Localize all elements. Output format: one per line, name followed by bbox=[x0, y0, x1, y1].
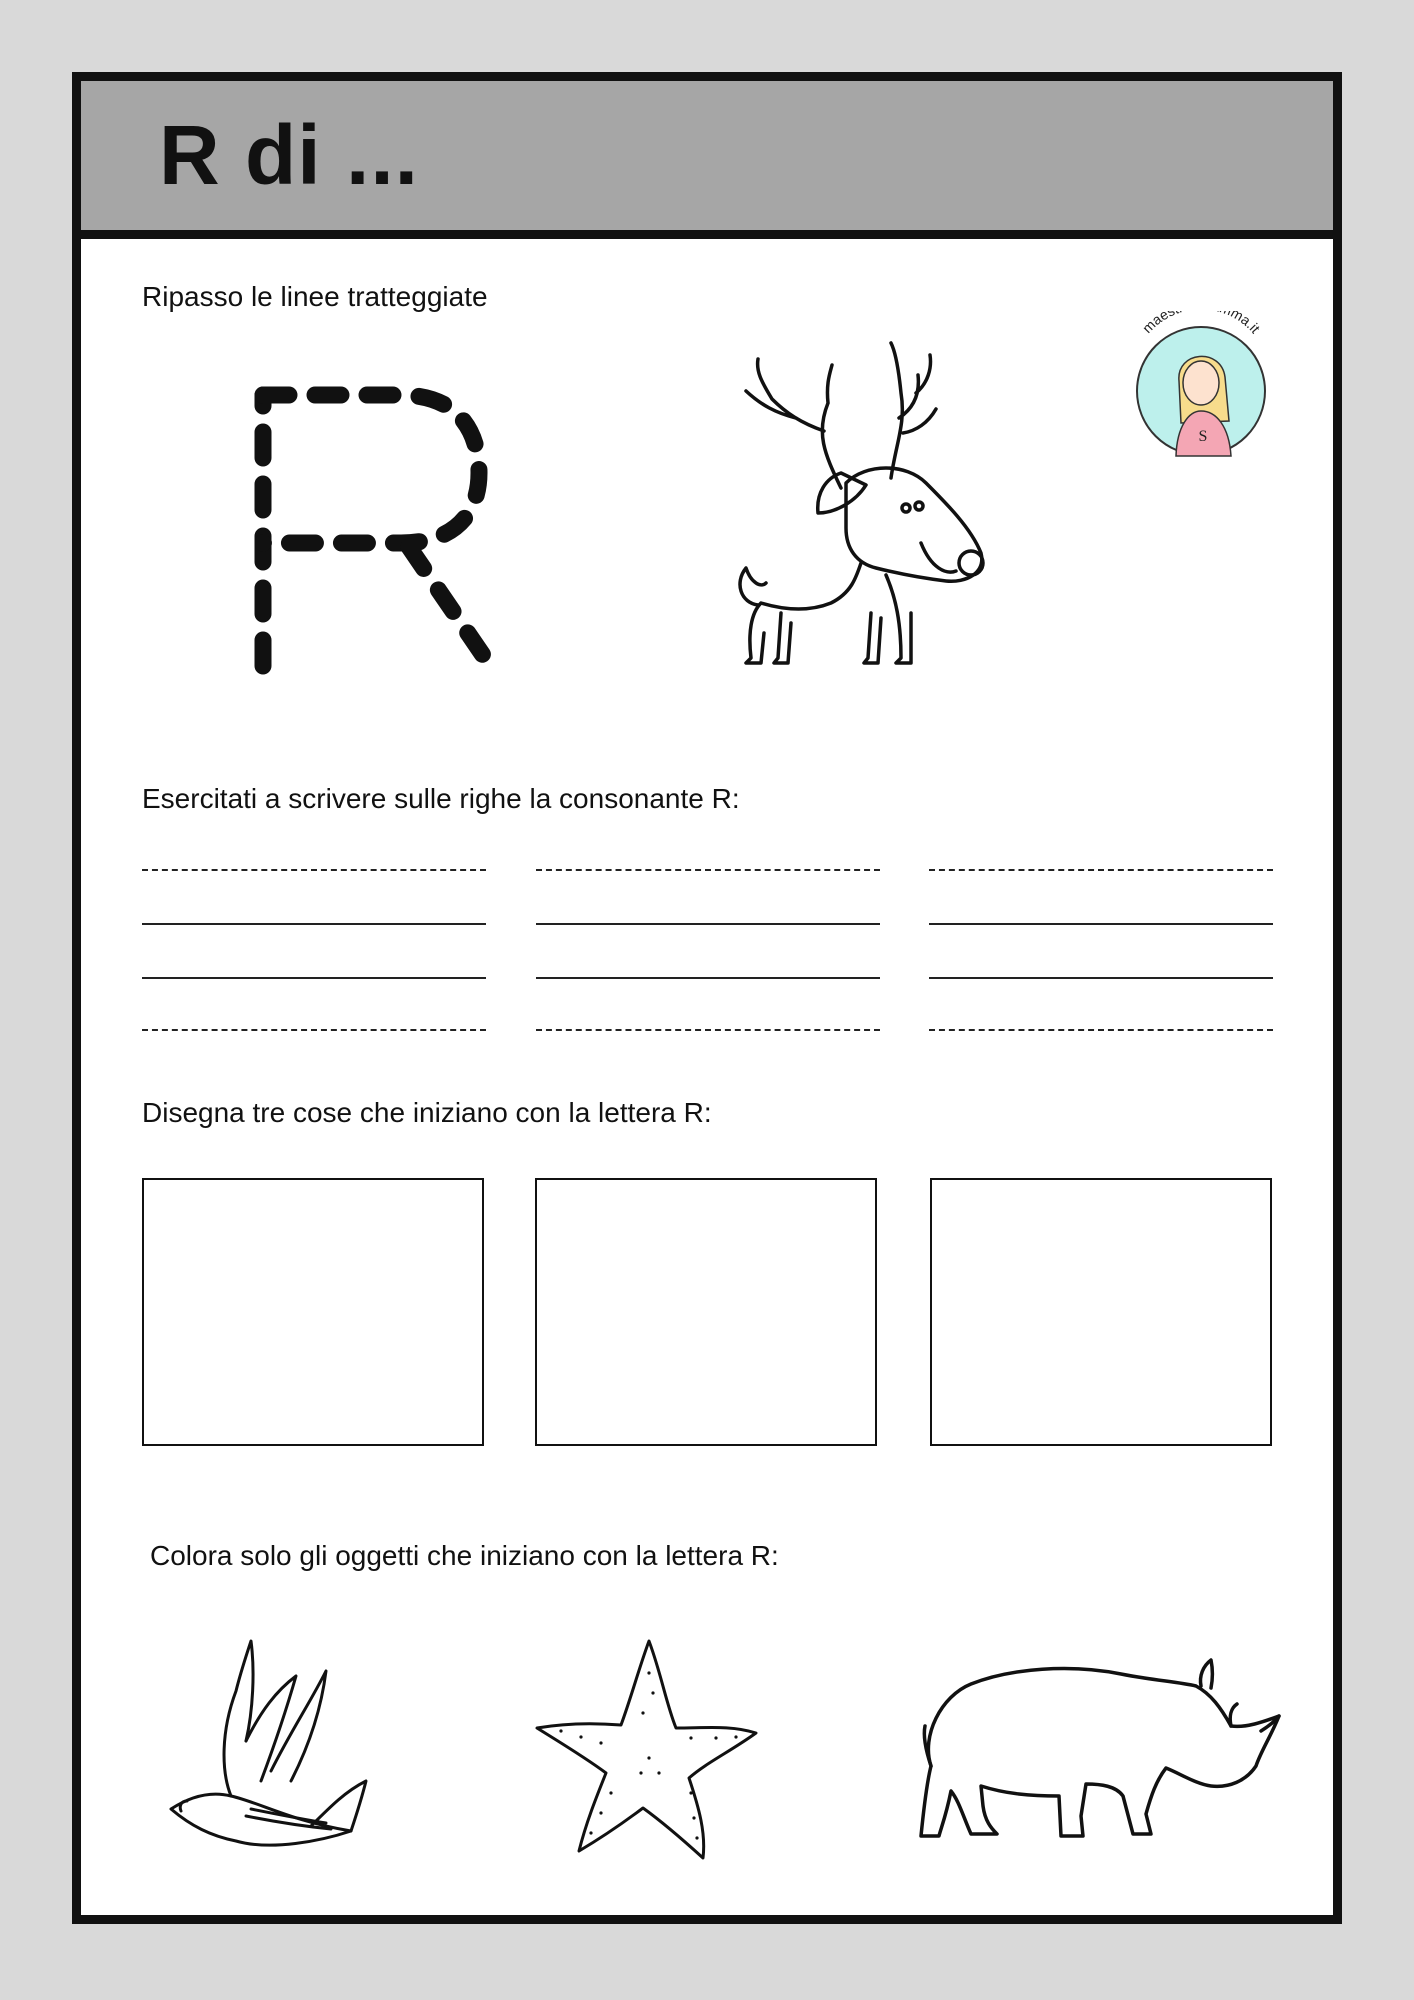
guide-line-lower bbox=[142, 977, 486, 979]
worksheet bbox=[72, 72, 1342, 1924]
reindeer-icon[interactable] bbox=[706, 313, 1046, 683]
guide-line-top bbox=[929, 869, 1273, 871]
guide-line-bottom bbox=[929, 1029, 1273, 1031]
writing-lines-1[interactable] bbox=[142, 869, 486, 1029]
header-bar bbox=[81, 81, 1333, 239]
guide-line-bottom bbox=[142, 1029, 486, 1031]
guide-line-top bbox=[142, 869, 486, 871]
brand-logo bbox=[1121, 311, 1281, 461]
writing-lines-3[interactable] bbox=[929, 869, 1273, 1029]
page-title: R di ... bbox=[159, 108, 419, 202]
color-instruction: Colora solo gli oggetti che iniziano con la lettera R: bbox=[150, 1540, 779, 1571]
guide-line-upper bbox=[536, 923, 880, 925]
guide-line-bottom bbox=[536, 1029, 880, 1031]
dashed-letter-r-icon[interactable] bbox=[231, 361, 531, 681]
rhinoceros-icon[interactable] bbox=[911, 1656, 1301, 1856]
guide-line-upper bbox=[929, 923, 1273, 925]
drawing-box-1[interactable] bbox=[142, 1178, 484, 1446]
logo-text: maes ma.it bbox=[1138, 311, 1264, 337]
trace-instruction: Ripasso le linee tratteggiate bbox=[142, 281, 488, 312]
draw-instruction: Disegna tre cose che iniziano con la lettera R: bbox=[142, 1097, 712, 1128]
swallow-icon[interactable] bbox=[151, 1631, 381, 1861]
guide-line-top bbox=[536, 869, 880, 871]
logo-badge-icon bbox=[1121, 311, 1281, 461]
writing-lines-2[interactable] bbox=[536, 869, 880, 1029]
guide-line-lower bbox=[929, 977, 1273, 979]
guide-line-upper bbox=[142, 923, 486, 925]
drawing-box-3[interactable] bbox=[930, 1178, 1272, 1446]
logo-badge-letter: S bbox=[1198, 428, 1208, 445]
drawing-box-2[interactable] bbox=[535, 1178, 877, 1446]
starfish-icon[interactable] bbox=[531, 1633, 761, 1863]
guide-line-lower bbox=[536, 977, 880, 979]
write-instruction: Esercitati a scrivere sulle righe la consonante R: bbox=[142, 783, 740, 814]
